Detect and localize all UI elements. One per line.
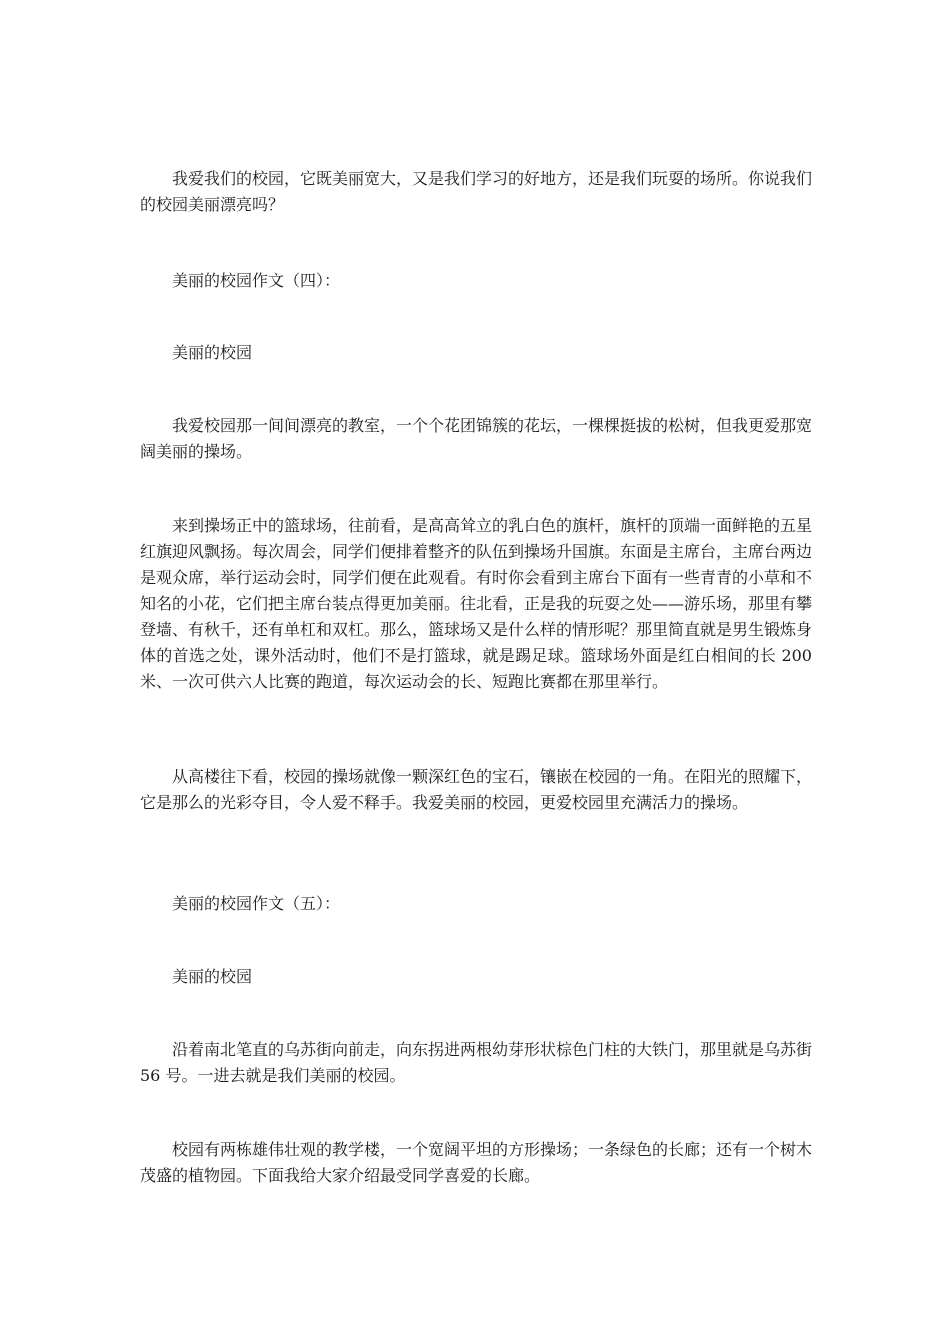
essay-subtitle-5: 美丽的校园 — [172, 967, 253, 986]
paragraph-classrooms: 我爱校园那一间间漂亮的教室，一个个花团锦簇的花坛，一棵棵挺拔的松树，但我更爱那宽阔美丽的操场。 — [140, 416, 813, 461]
paragraph-wusu-street: 沿着南北笔直的乌苏街向前走，向东拐进两根幼芽形状棕色门柱的大铁门，那里就是乌苏街 56 号。一进去就是我们美丽的校园。 — [140, 1040, 813, 1085]
essay-title-5: 美丽的校园作文（五）： — [172, 894, 341, 913]
paragraph-playground: 来到操场正中的篮球场，往前看，是高高耸立的乳白色的旗杆，旗杆的顶端一面鲜艳的五星红旗迎风飘扬。每次周会，同学们便排着整齐的队伍到操场升国旗。东面是主席台，主席台两边是观众席，举行运动会时，同学们便在此观看。有时你会看到主席台下面有一些青青的小草和不知名的小花，它们把主席台装点得更加美丽。往北看，正是我的玩耍之处——游乐场，那里有攀登墙、有秋千，还有单杠和双杠。那么，篮球场又是什么样的情形呢？那里简直就是男生锻炼身体的首选之处，课外活动时，他们不是打篮球，就是踢足球。篮球场外面是红白相间的长 200 米、一次可供六人比赛的跑道，每次运动会的长、短跑比赛都在那里举行。 — [140, 516, 813, 691]
paragraph-view-from-above: 从高楼往下看，校园的操场就像一颗深红色的宝石，镶嵌在校园的一角。在阳光的照耀下，它是那么的光彩夺目，令人爱不释手。我爱美丽的校园，更爱校园里充满活力的操场。 — [140, 767, 813, 812]
paragraph-intro: 我爱我们的校园，它既美丽宽大，又是我们学习的好地方，还是我们玩耍的场所。你说我们的校园美丽漂亮吗？ — [140, 169, 813, 214]
essay-subtitle-4: 美丽的校园 — [172, 343, 253, 362]
paragraph-campus-overview: 校园有两栋雄伟壮观的教学楼，一个宽阔平坦的方形操场；一条绿色的长廊；还有一个树木茂盛的植物园。下面我给大家介绍最受同学喜爱的长廊。 — [140, 1140, 813, 1185]
essay-title-4: 美丽的校园作文（四）： — [172, 271, 341, 290]
